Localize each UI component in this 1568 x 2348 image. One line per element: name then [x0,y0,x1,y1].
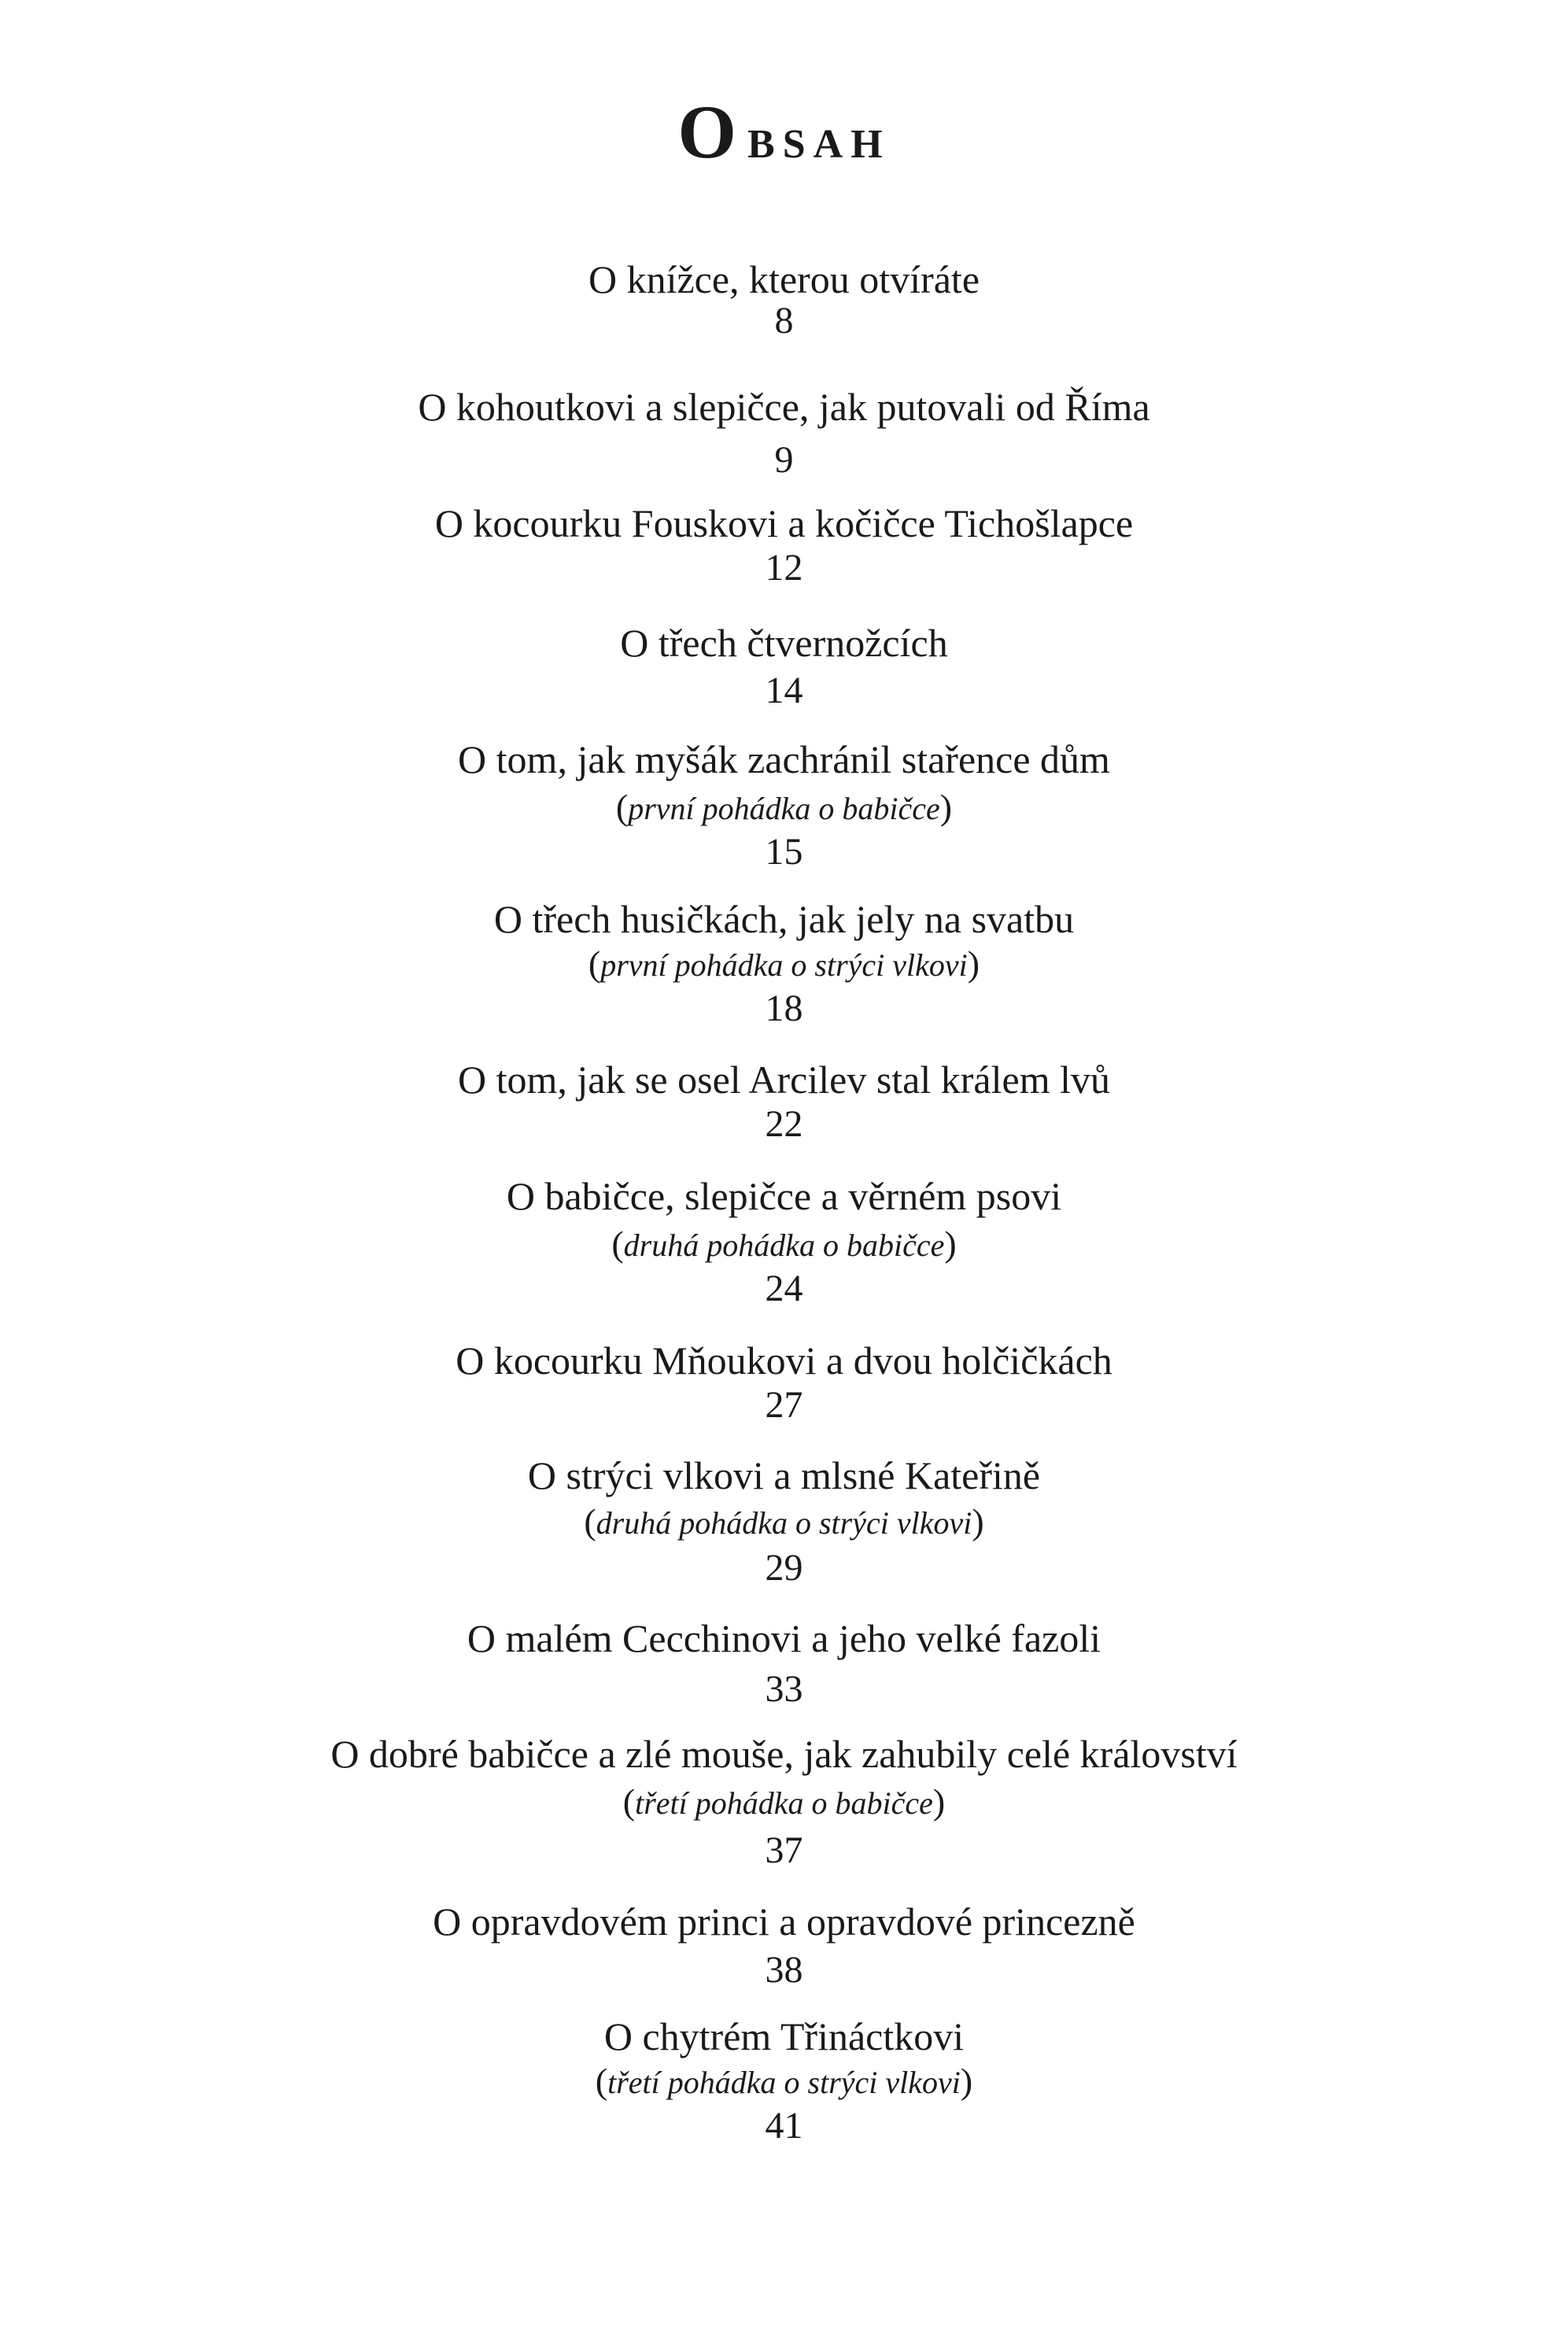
toc-entry-subtitle [0,944,1568,985]
toc-entry-page-number: 38 [765,1949,803,1991]
toc-entry-subtitle [0,1502,1568,1543]
close-paren: ) [972,1501,984,1541]
toc-entry-title: O chytrém Třináctkovi [603,2014,965,2058]
toc-entry-page-number: 29 [765,1547,803,1589]
close-paren: ) [932,1781,946,1822]
toc-entry-title: O malém Cecchinovi a jeho velké fazoli [467,1616,1101,1660]
toc-entry-title: O třech čtvernožcích [620,621,948,665]
toc-entry-title: O tom, jak myšák zachránil stařence dům [458,737,1110,781]
open-paren: ( [584,1501,596,1541]
toc-entry-page-number: 37 [765,1829,803,1871]
subtitle-text: první pohádka o strýci vlkovi [600,947,968,983]
subtitle-text: třetí pohádka o babičce [635,1785,933,1821]
close-paren: ) [967,943,980,984]
subtitle-text: druhá pohádka o strýci vlkovi [596,1505,972,1541]
page-title [0,88,1568,174]
toc-entry-page-number: 12 [765,547,803,589]
toc-entry-page-number: 27 [765,1384,803,1426]
toc-entry-title: O knížce, kterou otvíráte [588,257,980,301]
open-paren: ( [611,1224,624,1264]
open-paren: ( [595,2061,608,2101]
title-initial: O [677,90,737,174]
toc-entry-page-number: 8 [774,300,794,341]
toc-entry-page-number: 18 [765,988,803,1029]
toc-entry-title: O tom, jak se osel Arcilev stal králem lvů [458,1058,1110,1102]
toc-entry-title: O kocourku Fouskovi a kočičce Tichošlapce [434,501,1134,545]
toc-entry-page-number: 24 [765,1268,803,1309]
toc-entry-page-number: 33 [765,1668,803,1710]
toc-entry-title: O třech husičkách, jak jely na svatbu [493,897,1075,941]
toc-entry-page-number: 41 [765,2105,803,2147]
open-paren: ( [615,787,629,827]
toc-entry-page-number: 22 [765,1103,803,1145]
toc-entry-title: O kohoutkovi a slepičce, jak putovali od Říma [418,385,1150,429]
toc-entry-page-number: 14 [765,670,803,711]
title-rest: BSAH [747,122,891,167]
close-paren: ) [939,787,953,827]
toc-entry-title: O opravdovém princi a opravdové princezně [433,1899,1135,1944]
toc-entry-subtitle [0,788,1568,829]
subtitle-text: třetí pohádka o strýci vlkovi [607,2065,961,2100]
toc-entry-page-number: 15 [765,831,803,873]
toc-entry-title: O strýci vlkovi a mlsné Kateřině [527,1453,1041,1497]
close-paren: ) [960,2061,973,2101]
toc-entry-subtitle [0,1782,1568,1823]
open-paren: ( [588,943,601,984]
toc-entry-title: O kocourku Mňoukovi a dvou holčičkách [456,1338,1112,1383]
subtitle-text: druhá pohádka o babičce [623,1228,945,1263]
subtitle-text: první pohádka o babičce [628,791,940,826]
toc-entry-subtitle [0,1224,1568,1265]
toc-entry-title: O dobré babičce a zlé mouše, jak zahubily celé království [330,1732,1238,1776]
toc-entry-page-number: 9 [774,439,794,481]
toc-entry-subtitle [0,2062,1568,2102]
open-paren: ( [622,1781,636,1822]
close-paren: ) [944,1224,957,1264]
toc-entry-title: O babičce, slepičce a věrném psovi [506,1174,1062,1218]
